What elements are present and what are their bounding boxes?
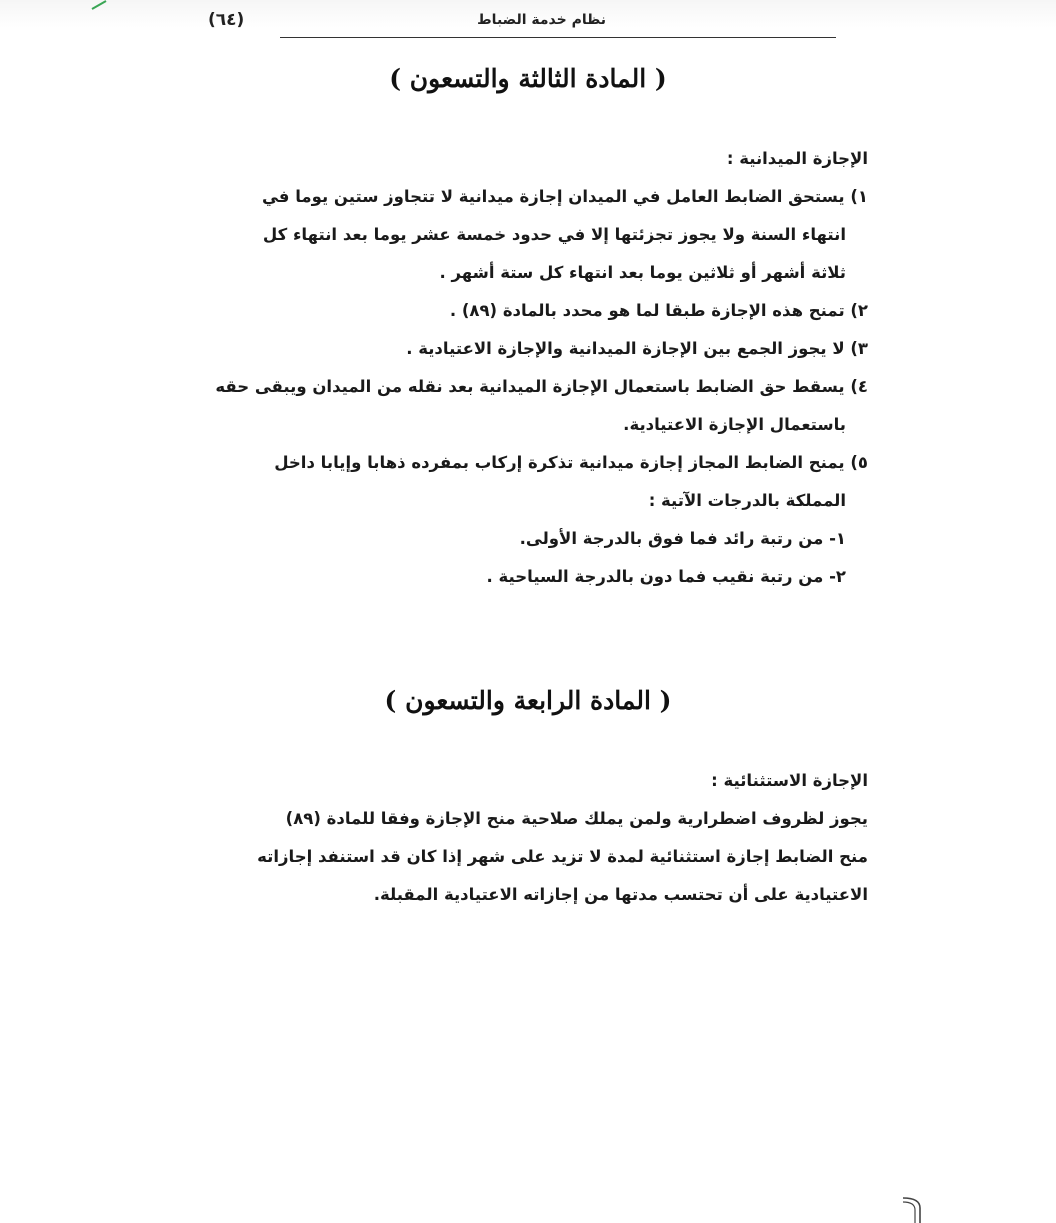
green-corner-mark — [90, 0, 108, 10]
item-1-line-2: انتهاء السنة ولا يجوز تجزئتها إلا في حدود خمسة عشر يوما بعد انتهاء كل — [262, 225, 846, 244]
item-2: ٢) تمنح هذه الإجازة طبقا لما هو محدد بالمادة (٨٩) . — [449, 301, 868, 320]
page-number: (٦٤) — [208, 10, 245, 30]
item-5-line-1: ٥) يمنح الضابط المجاز إجازة ميدانية تذكرة إركاب بمفرده ذهابا وإيابا داخل — [274, 453, 868, 472]
article-93-body — [178, 140, 868, 596]
article-94-subtitle: الإجازة الاستثنائية : — [711, 771, 868, 790]
running-title: نظام خدمة الضباط — [477, 12, 606, 28]
article-94-body — [178, 762, 868, 914]
article-93-heading: ( المادة الثالثة والتسعون ) — [389, 64, 667, 93]
running-header — [196, 10, 836, 36]
page-corner-bracket — [902, 1196, 924, 1223]
article-94-heading: ( المادة الرابعة والتسعون ) — [384, 686, 672, 715]
article-94-line-1: يجوز لظروف اضطرارية ولمن يملك صلاحية منح الإجازة وفقا للمادة (٨٩) — [285, 809, 868, 828]
item-1-line-1: ١) يستحق الضابط العامل في الميدان إجازة ميدانية لا تتجاوز ستين يوما في — [261, 187, 868, 206]
article-94-line-2: منح الضابط إجازة استثنائية لمدة لا تزيد على شهر إذا كان قد استنفد إجازاته — [257, 847, 868, 866]
article-93-subtitle: الإجازة الميدانية : — [726, 149, 868, 168]
item-5-line-2: المملكة بالدرجات الآتية : — [648, 491, 846, 510]
article-94-line-3: الاعتيادية على أن تحتسب مدتها من إجازاته الاعتيادية المقبلة. — [373, 885, 868, 904]
sub-item-1: ١- من رتبة رائد فما فوق بالدرجة الأولى. — [519, 529, 846, 548]
item-4-line-2: باستعمال الإجازة الاعتيادية. — [623, 415, 846, 434]
item-4-line-1: ٤) يسقط حق الضابط باستعمال الإجازة الميدانية بعد نقله من الميدان ويبقى حقه — [215, 377, 868, 396]
item-3: ٣) لا يجوز الجمع بين الإجازة الميدانية والإجازة الاعتيادية . — [406, 339, 868, 358]
sub-item-2: ٢- من رتبة نقيب فما دون بالدرجة السياحية . — [486, 567, 846, 586]
header-rule — [280, 37, 836, 38]
item-1-line-3: ثلاثة أشهر أو ثلاثين يوما بعد انتهاء كل ستة أشهر . — [439, 263, 846, 282]
